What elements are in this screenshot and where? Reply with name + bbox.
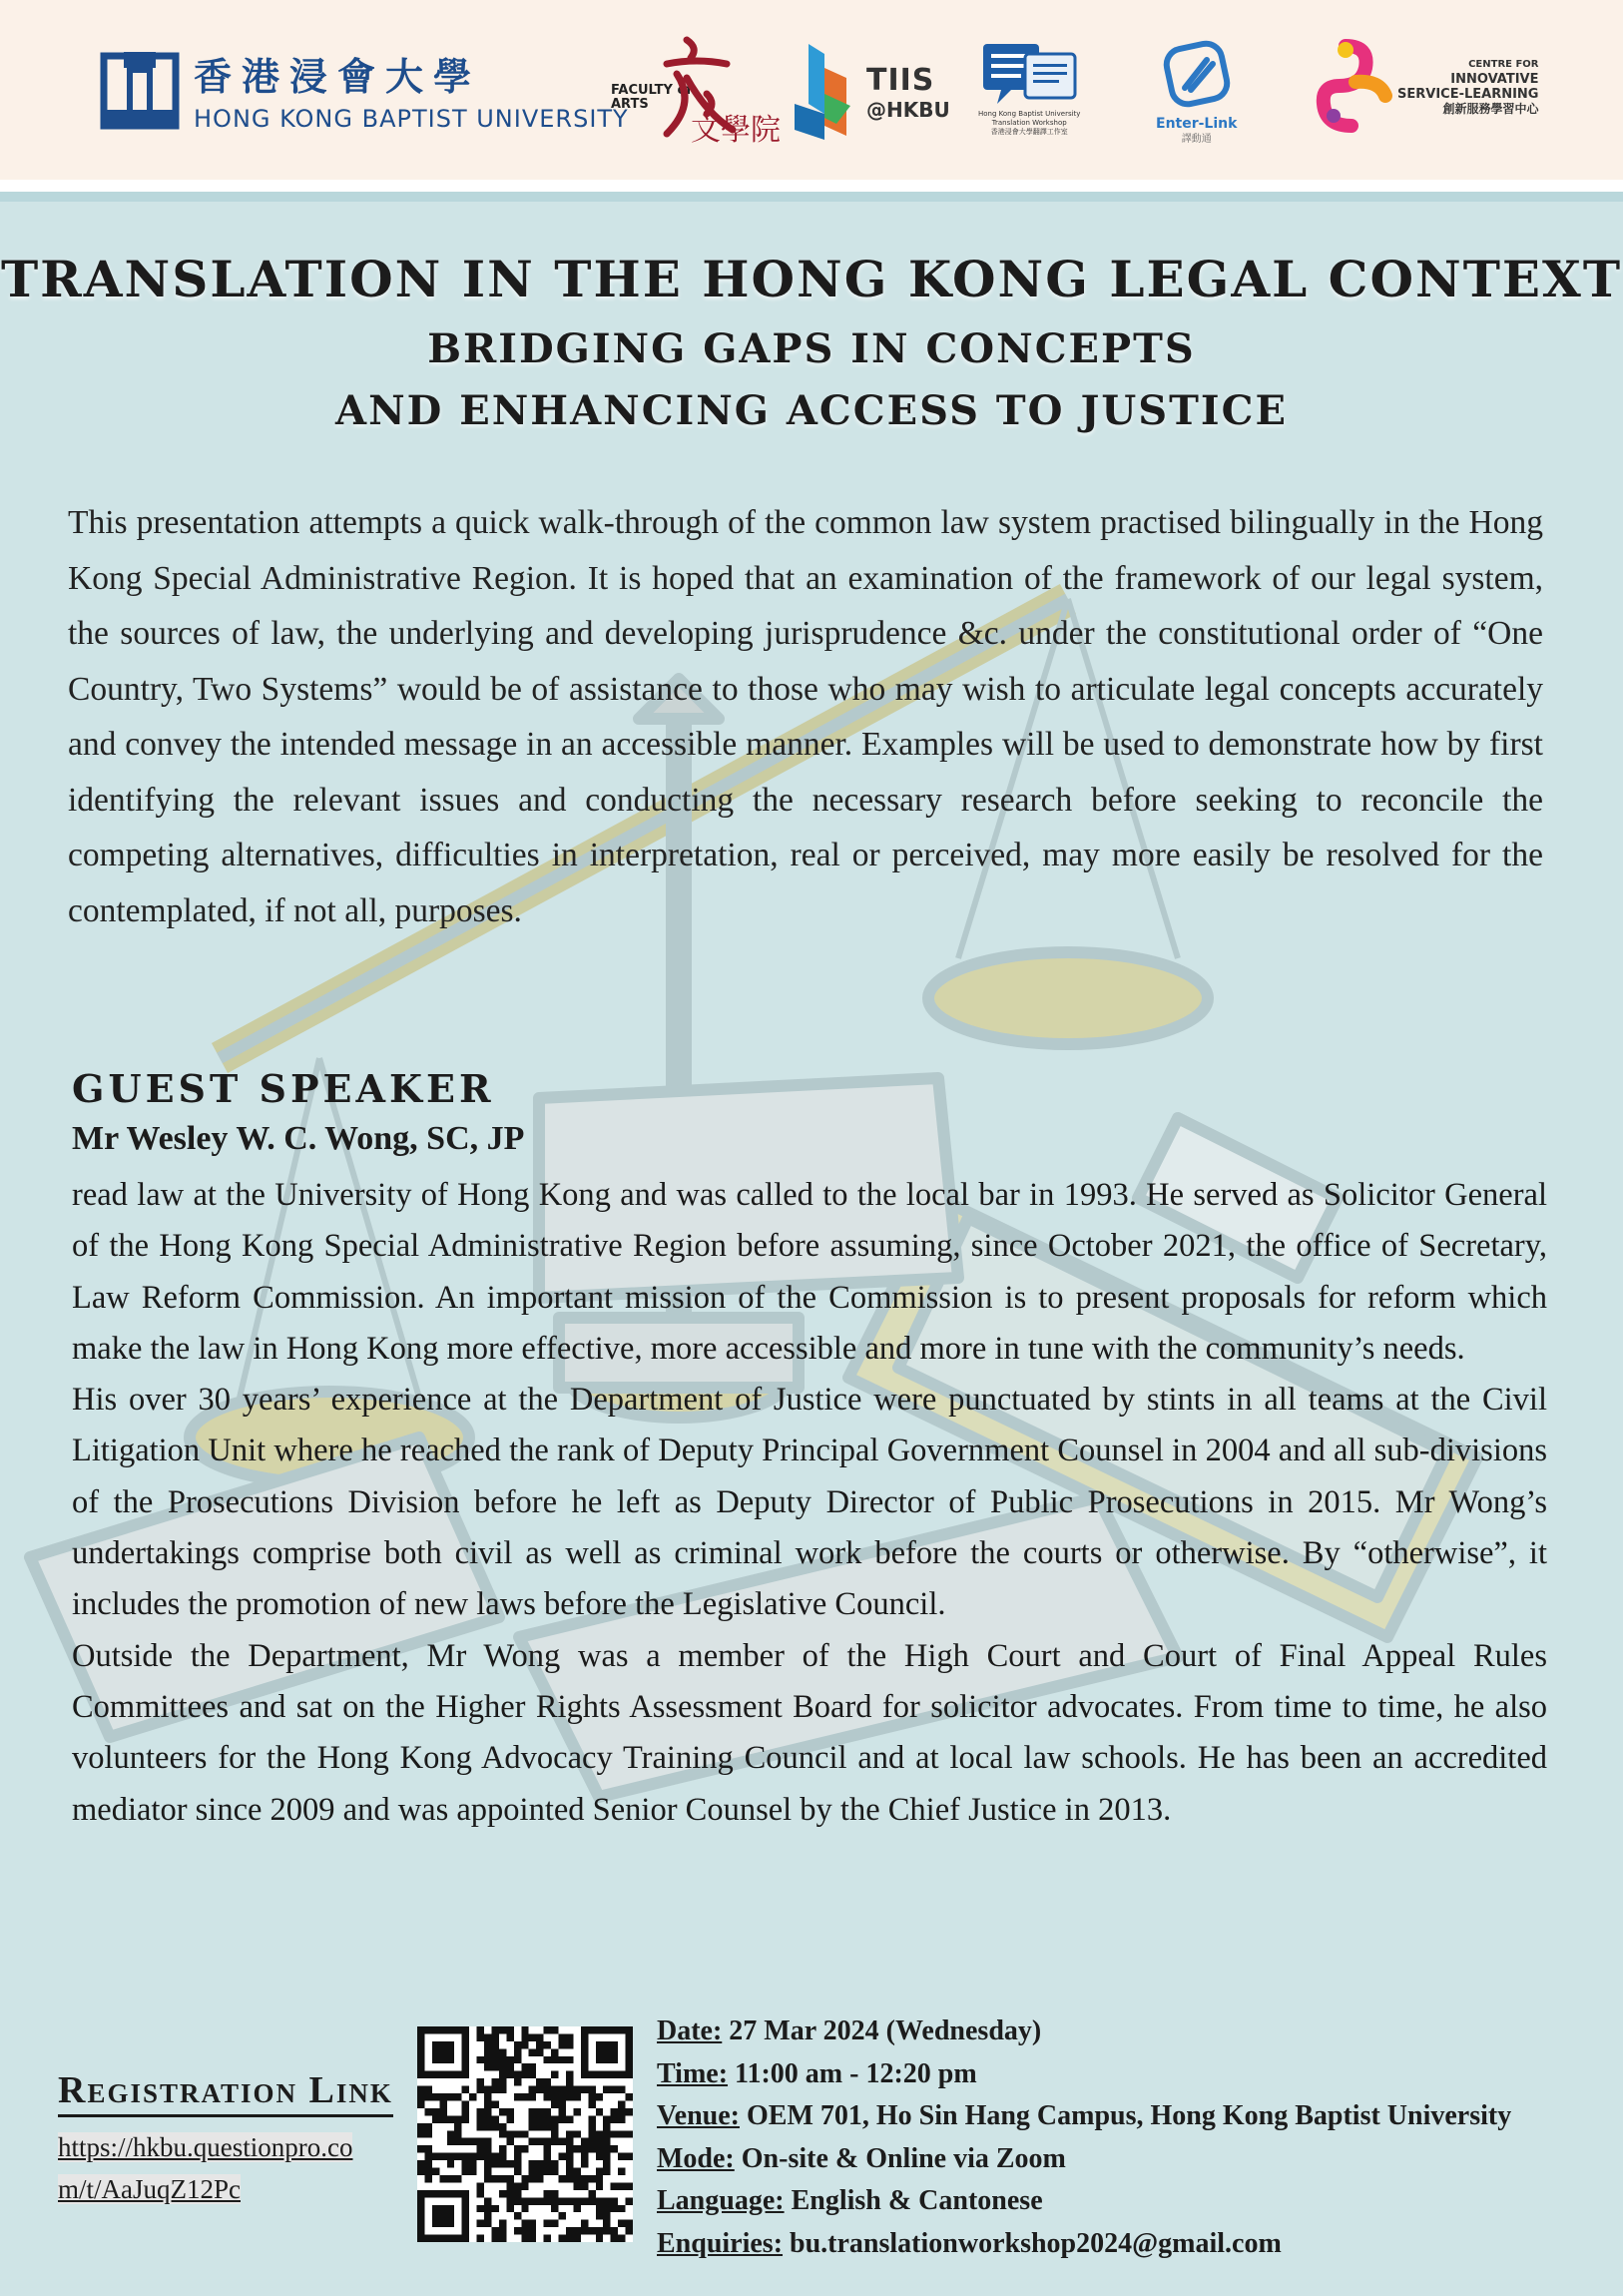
tw-line1: Hong Kong Baptist University [978, 110, 1081, 118]
enquiries-label: Enquiries: [657, 2227, 784, 2259]
time-label: Time: [657, 2057, 729, 2089]
registration-heading: Registration Link [58, 2068, 393, 2117]
tiis-label: TIIS [866, 62, 935, 98]
registration-link-line1[interactable]: https://hkbu.questionpro.co [58, 2132, 353, 2162]
event-title: TRANSLATION IN THE HONG KONG LEGAL CONTEXT [0, 250, 1623, 308]
mode-label: Mode: [657, 2142, 735, 2174]
abstract-paragraph: This presentation attempts a quick walk-through of the common law system practised bilingually in the Hong Kong Special Administrative Region. It is hoped that an examination of the framework of our legal system, the sources of law, the underlying and developing jurisprudence &c. under the constitutional order of “One Country, Two Systems” would be of assistance to those who may wish to articulate legal concepts accurately and convey the intended message in an accessible manner. Examples will be used to demonstrate how by first identifying the relevant issues and conducting the necessary research before seeking to reconcile the competing alternatives, difficulties in interpretation, real or perceived, may more easily be resolved for the contemplated, if not all, purposes. [68, 504, 1543, 929]
cisl-line4: 創新服務學習中心 [1442, 102, 1539, 116]
tiis-mark-icon [791, 44, 860, 140]
tw-line2: Translation Workshop [991, 119, 1067, 127]
enquiries-value[interactable]: bu.translationworkshop2024@gmail.com [790, 2227, 1282, 2259]
detail-venue [657, 2095, 1605, 2138]
hkbu-name-zh: 香港浸會大學 [194, 55, 482, 99]
detail-mode [657, 2138, 1605, 2181]
hkbu-crest-icon [100, 50, 180, 130]
mode-value: On-site & Online via Zoom [741, 2142, 1066, 2174]
header-divider [0, 180, 1623, 192]
tiis-sub: @HKBU [866, 97, 950, 122]
tiis-logo [791, 44, 950, 140]
event-subtitle-1: BRIDGING GAPS IN CONCEPTS [427, 325, 1196, 372]
enter-link-zh: 譯動通 [1181, 134, 1212, 145]
hkbu-name-en: HONG KONG BAPTIST UNIVERSITY [194, 105, 629, 133]
bio-paragraph: His over 30 years’ experience at the Department of Justice were punctuated by stints in all teams at the Civil Litigation Unit where he reached the rank of Deputy Principal Government Counsel in 2004 and all sub-divisions of the Prosecutions Division before he left as Deputy Director of Public Prosecutions in 2015. Mr Wong’s undertakings comprise both civil as well as criminal work before the courts or otherwise. By “otherwise”, it includes the promotion of new laws before the Legislative Council. [72, 1382, 1547, 1623]
event-details [657, 2010, 1605, 2265]
enter-link-label: Enter-Link [1156, 116, 1238, 132]
time-value: 11:00 am - 12:20 pm [735, 2057, 977, 2089]
event-subtitle-2: AND ENHANCING ACCESS TO JUSTICE [335, 387, 1288, 434]
arts-label: FACULTY of ARTS [611, 83, 693, 112]
registration-link-line2[interactable]: m/t/AaJuqZ12Pc [58, 2174, 241, 2204]
bio-paragraph: Outside the Department, Mr Wong was a member of the High Court and Court of Final Appeal Rules Committees and sat on the Higher Rights Assessment Board for solicitor advocates. From time to time, he also volunteers for the Hong Kong Advocacy Training Council and at local law schools. He has been an accredited mediator since 2009 and was appointed Senior Counsel by the Chief Justice in 2013. [72, 1637, 1547, 1828]
faculty-of-arts-logo [611, 34, 781, 148]
translation-workshop-logo [978, 40, 1080, 137]
venue-value: OEM 701, Ho Sin Hang Campus, Hong Kong Baptist University [746, 2100, 1512, 2131]
cisl-line2: INNOVATIVE [1450, 72, 1539, 87]
bio-paragraph: read law at the University of Hong Kong and was called to the local bar in 1993. He served as Solicitor General of the Hong Kong Special Administrative Region before assuming, since October 2021, the office of Secretary, Law Reform Commission. An important mission of the Commission is to present proposals for reform which make the law in Hong Kong more effective, more accessible and more in tune with the community’s needs. [72, 1177, 1547, 1367]
arts-calligraphy-icon [647, 34, 781, 148]
registration-qr-code[interactable] [417, 2026, 633, 2242]
language-value: English & Cantonese [791, 2185, 1043, 2216]
cisl-logo [1316, 42, 1538, 132]
detail-time [657, 2053, 1605, 2096]
date-value: 27 Mar 2024 (Wednesday) [729, 2015, 1042, 2046]
cisl-line1: CENTRE FOR [1468, 59, 1539, 70]
speaker-name: Mr Wesley W. C. Wong, SC, JP [72, 1120, 525, 1157]
hkbu-logo [100, 46, 629, 133]
language-label: Language: [657, 2185, 785, 2216]
guest-speaker-heading: GUEST SPEAKER [72, 1066, 495, 1111]
enter-link-logo [1156, 40, 1237, 148]
header-divider-2 [0, 192, 1623, 202]
date-label: Date: [657, 2015, 723, 2046]
detail-date [657, 2010, 1605, 2053]
registration-link[interactable] [58, 2126, 357, 2210]
detail-enquiries [657, 2223, 1605, 2266]
enter-link-icon [1157, 40, 1237, 116]
chat-bubbles-icon [981, 40, 1077, 110]
detail-language [657, 2180, 1605, 2223]
cisl-swirl-icon [1316, 42, 1391, 132]
tw-line3: 香港浸會大學翻譯工作室 [990, 128, 1068, 136]
speaker-bio [72, 1170, 1547, 1836]
arts-zh: 文學院 [691, 113, 781, 148]
venue-label: Venue: [657, 2100, 740, 2131]
cisl-line3: SERVICE-LEARNING [1397, 87, 1539, 102]
